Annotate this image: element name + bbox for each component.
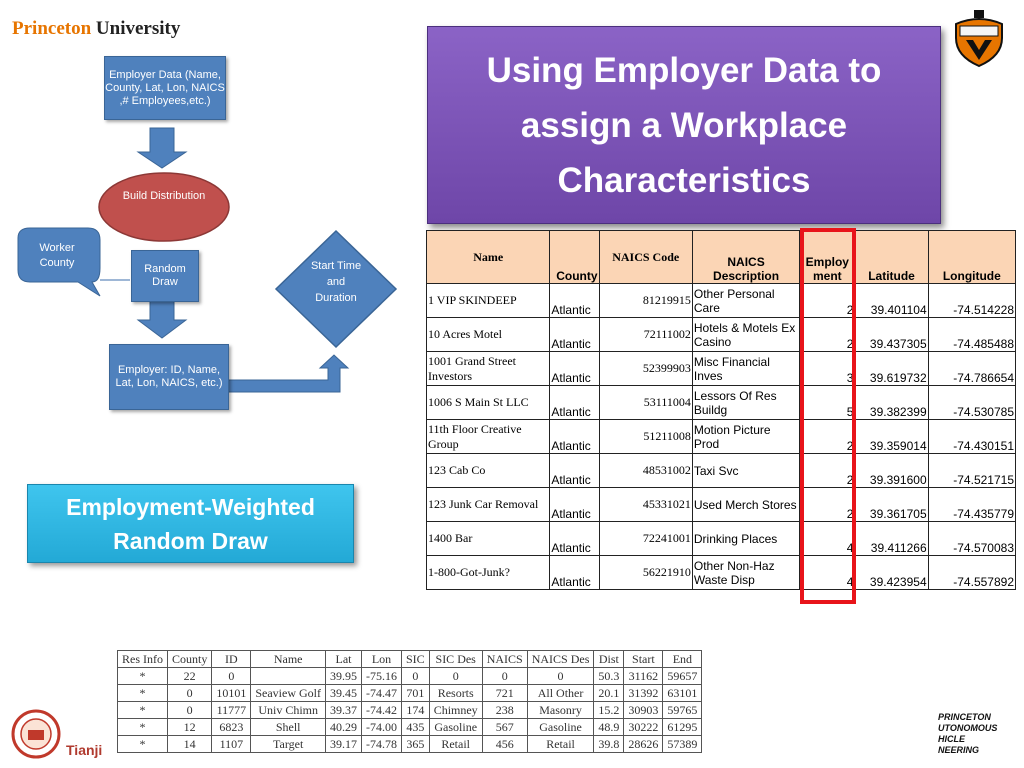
- logo-part-university: University: [91, 18, 181, 39]
- cell-employment: 2: [800, 420, 855, 454]
- cell-county: Atlantic: [550, 488, 599, 522]
- header-county: County: [550, 231, 599, 284]
- logo-part-princeton: Princeton: [12, 18, 92, 39]
- res-header-cell: Start: [624, 651, 663, 668]
- employer-table-row: [427, 420, 1016, 454]
- employer-table-row: [427, 386, 1016, 420]
- worker-county-label: Worker County: [39, 242, 75, 269]
- cell-longitude: -74.786654: [928, 352, 1015, 386]
- res-header-cell: Lat: [326, 651, 362, 668]
- header-naics-code: NAICS Code: [599, 231, 692, 284]
- res-cell: *: [118, 668, 168, 685]
- employer-table-row: [427, 522, 1016, 556]
- res-cell: -74.00: [362, 719, 402, 736]
- res-cell: 39.45: [326, 685, 362, 702]
- cell-naics-code: 51211008: [599, 420, 692, 454]
- cell-name: 10 Acres Motel: [427, 318, 550, 352]
- res-cell: 12: [168, 719, 212, 736]
- cell-county: Atlantic: [550, 318, 599, 352]
- cell-naics-description: Lessors Of Res Buildg: [692, 386, 799, 420]
- res-header-cell: SIC: [402, 651, 430, 668]
- res-cell: -75.16: [362, 668, 402, 685]
- res-cell: *: [118, 702, 168, 719]
- res-cell: 238: [482, 702, 527, 719]
- cell-name: 123 Cab Co: [427, 454, 550, 488]
- cell-latitude: 39.361705: [855, 488, 928, 522]
- arrow-down-2-icon: [138, 300, 186, 338]
- cell-latitude: 39.437305: [855, 318, 928, 352]
- cell-naics-description: Drinking Places: [692, 522, 799, 556]
- res-table-row: [118, 702, 702, 719]
- cell-employment: 2: [800, 318, 855, 352]
- cell-longitude: -74.557892: [928, 556, 1015, 590]
- cell-county: Atlantic: [550, 454, 599, 488]
- random-draw-box: [131, 250, 199, 302]
- res-cell: 721: [482, 685, 527, 702]
- res-cell: Target: [251, 736, 326, 753]
- res-cell: Chimney: [429, 702, 482, 719]
- res-cell: 57389: [663, 736, 702, 753]
- cell-county: Atlantic: [550, 352, 599, 386]
- cell-naics-description: Taxi Svc: [692, 454, 799, 488]
- res-header-cell: ID: [212, 651, 251, 668]
- res-cell: *: [118, 736, 168, 753]
- employer-table-header: [427, 231, 1016, 284]
- cell-latitude: 39.401104: [855, 284, 928, 318]
- res-header-cell: NAICS: [482, 651, 527, 668]
- res-cell: 6823: [212, 719, 251, 736]
- res-cell: Resorts: [429, 685, 482, 702]
- cell-latitude: 39.423954: [855, 556, 928, 590]
- slide-title-box: [427, 26, 941, 224]
- random-draw-label: Random Draw: [144, 263, 186, 288]
- res-cell: *: [118, 719, 168, 736]
- cell-naics-description: Used Merch Stores: [692, 488, 799, 522]
- res-cell: Retail: [429, 736, 482, 753]
- res-header-cell: Name: [251, 651, 326, 668]
- build-distribution-label: Build Distribution: [122, 190, 206, 202]
- res-header-cell: Res Info: [118, 651, 168, 668]
- employer-table-row: [427, 556, 1016, 590]
- princeton-ave-line: HICLE: [938, 734, 965, 744]
- res-header-cell: Lon: [362, 651, 402, 668]
- header-naics-description: NAICS Description: [692, 231, 799, 284]
- employer-data-box: [104, 56, 226, 120]
- res-info-table: [117, 650, 702, 753]
- res-cell: 14: [168, 736, 212, 753]
- res-cell: 31392: [624, 685, 663, 702]
- res-cell: 20.1: [594, 685, 624, 702]
- cell-county: Atlantic: [550, 386, 599, 420]
- res-cell: Seaview Golf: [251, 685, 326, 702]
- res-cell: 39.37: [326, 702, 362, 719]
- cell-employment: 2: [800, 454, 855, 488]
- cell-naics-code: 72241001: [599, 522, 692, 556]
- res-cell: 701: [402, 685, 430, 702]
- cell-county: Atlantic: [550, 522, 599, 556]
- cell-naics-code: 52399903: [599, 352, 692, 386]
- res-cell: 22: [168, 668, 212, 685]
- res-cell: Shell: [251, 719, 326, 736]
- princeton-shield-icon: [948, 8, 1010, 70]
- princeton-ave-line: UTONOMOUS: [938, 723, 998, 733]
- employment-highlight-frame: [800, 228, 856, 604]
- employer-table-row: [427, 352, 1016, 386]
- res-cell: 0: [429, 668, 482, 685]
- princeton-ave-line: PRINCETON: [938, 712, 991, 722]
- res-cell: *: [118, 685, 168, 702]
- res-cell: 0: [527, 668, 594, 685]
- employer-table-row: [427, 284, 1016, 318]
- res-table-row: [118, 719, 702, 736]
- start-time-label: Start Time and Duration: [310, 260, 362, 304]
- employer-table-row: [427, 318, 1016, 352]
- res-cell: 567: [482, 719, 527, 736]
- res-cell: [251, 668, 326, 685]
- res-cell: 61295: [663, 719, 702, 736]
- res-table-row: [118, 736, 702, 753]
- res-cell: Masonry: [527, 702, 594, 719]
- res-cell: 0: [212, 668, 251, 685]
- arrow-down-1-icon: [138, 128, 186, 168]
- cell-naics-code: 81219915: [599, 284, 692, 318]
- res-header-cell: County: [168, 651, 212, 668]
- cell-employment: 4: [800, 556, 855, 590]
- cell-employment: 3: [800, 352, 855, 386]
- cell-naics-code: 53111004: [599, 386, 692, 420]
- res-cell: 0: [168, 685, 212, 702]
- res-cell: 11777: [212, 702, 251, 719]
- res-header-cell: NAICS Des: [527, 651, 594, 668]
- cell-latitude: 39.411266: [855, 522, 928, 556]
- res-cell: 0: [168, 702, 212, 719]
- res-cell: 365: [402, 736, 430, 753]
- princeton-ave-logo: [938, 712, 997, 756]
- res-cell: 39.8: [594, 736, 624, 753]
- tianjin-text: Tianji: [66, 742, 103, 758]
- header-longitude: Longitude: [928, 231, 1015, 284]
- slide-title: Using Employer Data to assign a Workplace Characteristics: [486, 50, 882, 200]
- res-cell: 174: [402, 702, 430, 719]
- res-cell: 59765: [663, 702, 702, 719]
- employer-table-row: [427, 488, 1016, 522]
- res-table-row: [118, 685, 702, 702]
- header-name: Name: [427, 231, 550, 284]
- cell-name: 1 VIP SKINDEEP: [427, 284, 550, 318]
- cell-longitude: -74.570083: [928, 522, 1015, 556]
- res-cell: 50.3: [594, 668, 624, 685]
- res-cell: 0: [402, 668, 430, 685]
- res-header-cell: Dist: [594, 651, 624, 668]
- cell-name: 123 Junk Car Removal: [427, 488, 550, 522]
- cell-longitude: -74.485488: [928, 318, 1015, 352]
- res-header-cell: SIC Des: [429, 651, 482, 668]
- cell-name: 1006 S Main St LLC: [427, 386, 550, 420]
- cell-longitude: -74.435779: [928, 488, 1015, 522]
- cell-employment: 2: [800, 488, 855, 522]
- cell-naics-description: Hotels & Motels Ex Casino: [692, 318, 799, 352]
- res-cell: Gasoline: [429, 719, 482, 736]
- res-cell: 39.95: [326, 668, 362, 685]
- res-cell: Gasoline: [527, 719, 594, 736]
- res-cell: -74.78: [362, 736, 402, 753]
- cell-naics-description: Other Non-Haz Waste Disp: [692, 556, 799, 590]
- elbow-arrow-icon: [228, 355, 348, 392]
- res-cell: 10101: [212, 685, 251, 702]
- cell-county: Atlantic: [550, 556, 599, 590]
- cell-county: Atlantic: [550, 420, 599, 454]
- res-cell: 40.29: [326, 719, 362, 736]
- cell-naics-description: Other Personal Care: [692, 284, 799, 318]
- res-cell: Univ Chimn: [251, 702, 326, 719]
- res-cell: 39.17: [326, 736, 362, 753]
- res-cell: Retail: [527, 736, 594, 753]
- tianjin-seal-icon: [10, 708, 62, 760]
- res-cell: 30903: [624, 702, 663, 719]
- cell-employment: 4: [800, 522, 855, 556]
- employment-weighted-callout: [27, 484, 354, 563]
- res-cell: 435: [402, 719, 430, 736]
- res-cell: 30222: [624, 719, 663, 736]
- cell-longitude: -74.521715: [928, 454, 1015, 488]
- res-table-header: [118, 651, 702, 668]
- res-cell: 456: [482, 736, 527, 753]
- cell-naics-code: 45331021: [599, 488, 692, 522]
- cell-naics-code: 48531002: [599, 454, 692, 488]
- res-cell: -74.42: [362, 702, 402, 719]
- header-latitude: Latitude: [855, 231, 928, 284]
- cell-naics-code: 72111002: [599, 318, 692, 352]
- cell-latitude: 39.382399: [855, 386, 928, 420]
- res-cell: 0: [482, 668, 527, 685]
- employer-table-row: [427, 454, 1016, 488]
- cell-latitude: 39.359014: [855, 420, 928, 454]
- cell-naics-description: Motion Picture Prod: [692, 420, 799, 454]
- cell-name: 11th Floor Creative Group: [427, 420, 550, 454]
- employer-id-box: [109, 344, 229, 410]
- res-cell: 59657: [663, 668, 702, 685]
- res-cell: 28626: [624, 736, 663, 753]
- cell-latitude: 39.619732: [855, 352, 928, 386]
- cell-name: 1001 Grand Street Investors: [427, 352, 550, 386]
- res-cell: 31162: [624, 668, 663, 685]
- employer-data-label: Employer Data (Name, County, Lat, Lon, NAICS ,# Employees,etc.): [105, 68, 225, 107]
- cell-employment: 2: [800, 284, 855, 318]
- cell-name: 1-800-Got-Junk?: [427, 556, 550, 590]
- res-cell: 15.2: [594, 702, 624, 719]
- res-cell: 63101: [663, 685, 702, 702]
- cell-employment: 5: [800, 386, 855, 420]
- princeton-ave-line: NEERING: [938, 745, 980, 755]
- employer-id-label: Employer: ID, Name, Lat, Lon, NAICS, etc.): [115, 364, 223, 389]
- res-cell: All Other: [527, 685, 594, 702]
- cell-latitude: 39.391600: [855, 454, 928, 488]
- res-cell: -74.47: [362, 685, 402, 702]
- cell-naics-code: 56221910: [599, 556, 692, 590]
- cell-county: Atlantic: [550, 284, 599, 318]
- res-cell: 48.9: [594, 719, 624, 736]
- header-employment: Employ ment: [800, 231, 855, 284]
- cell-name: 1400 Bar: [427, 522, 550, 556]
- res-header-cell: End: [663, 651, 702, 668]
- cell-longitude: -74.514228: [928, 284, 1015, 318]
- cell-naics-description: Misc Financial Inves: [692, 352, 799, 386]
- cell-longitude: -74.430151: [928, 420, 1015, 454]
- employer-table: [426, 230, 1016, 590]
- cell-longitude: -74.530785: [928, 386, 1015, 420]
- callout-label: Employment-Weighted Random Draw: [66, 493, 315, 554]
- res-cell: 1107: [212, 736, 251, 753]
- res-table-row: [118, 668, 702, 685]
